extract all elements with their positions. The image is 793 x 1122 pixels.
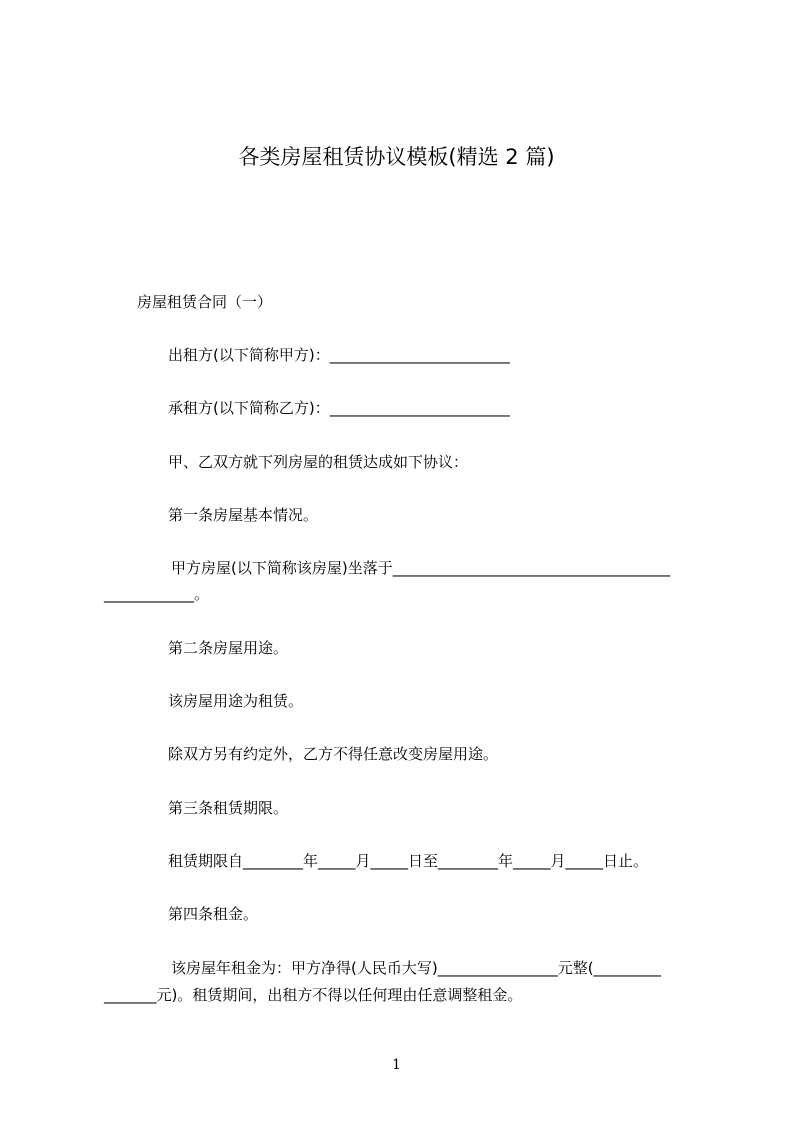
article-4-heading: 第四条租金。 — [168, 905, 259, 923]
annual-rent-line: 该房屋年租金为：甲方净得(人民币大写)________________元整(_________ — [171, 959, 662, 977]
property-use-line: 该房屋用途为租赁。 — [168, 692, 304, 710]
article-2-heading: 第二条房屋用途。 — [168, 639, 289, 657]
property-location-line: 甲方房屋(以下简称该房屋)坐落于_____________________________________ — [171, 559, 671, 577]
lease-term-line: 租赁期限自________年_____月_____日至________年_____月_____日止。 — [168, 852, 649, 870]
lessor-line: 出租方(以下简称甲方)：________________________ — [168, 346, 510, 364]
lessee-line: 承租方(以下简称乙方)：________________________ — [168, 399, 510, 417]
article-1-heading: 第一条房屋基本情况。 — [168, 506, 319, 524]
section-heading: 房屋租赁合同（一） — [137, 293, 273, 311]
document-title: 各类房屋租赁协议模板(精选 2 篇) — [238, 145, 555, 169]
property-location-continuation: ____________。 — [104, 585, 210, 603]
use-restriction-line: 除双方另有约定外，乙方不得任意改变房屋用途。 — [168, 745, 499, 763]
article-3-heading: 第三条租赁期限。 — [168, 799, 289, 817]
page-number: 1 — [392, 1057, 401, 1073]
agreement-intro: 甲、乙双方就下列房屋的租赁达成如下协议： — [168, 453, 469, 471]
annual-rent-continuation: _______元)。租赁期间，出租方不得以任何理由任意调整租金。 — [104, 986, 523, 1004]
